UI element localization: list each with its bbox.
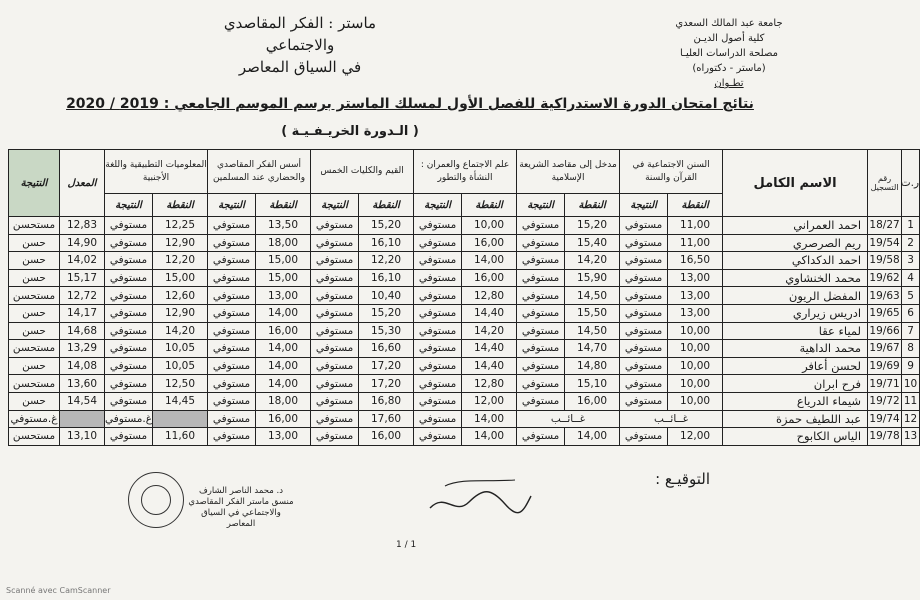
row-reg: 19/71 — [868, 375, 902, 393]
mark-cell: 15,40 — [565, 234, 620, 252]
master-program-line1: ماستر : الفكر المقاصدي والاجتماعي — [223, 14, 377, 54]
module-header-6: المعلوميات التطبيقية واللغة الأجنبية — [105, 150, 208, 194]
table-row — [9, 269, 920, 287]
result-cell: مستوفي — [517, 217, 565, 235]
mark-cell: 15,10 — [565, 375, 620, 393]
row-reg: 19/67 — [868, 340, 902, 358]
mark-cell: 14,50 — [565, 322, 620, 340]
mark-cell: 15,00 — [153, 269, 208, 287]
final-result-cell: مستحسن — [9, 287, 60, 305]
mark-cell: 16,60 — [359, 340, 414, 358]
result-cell: مستوفي — [414, 234, 462, 252]
page-number: 1 / 1 — [396, 540, 417, 550]
sub-header-mark: النقطة — [153, 194, 208, 217]
mark-cell: 17,20 — [359, 357, 414, 375]
row-name: ريم الصرصري — [723, 234, 868, 252]
mark-cell: 12,20 — [359, 252, 414, 270]
mark-cell: 10,05 — [153, 340, 208, 358]
row-name: احمد الدكداكي — [723, 252, 868, 270]
mark-cell: 17,60 — [359, 410, 414, 428]
mark-cell: 13,00 — [668, 304, 723, 322]
average-cell: 13,60 — [60, 375, 105, 393]
result-cell: مستوفي — [105, 252, 153, 270]
result-cell: مستوفي — [517, 269, 565, 287]
mark-cell: 15,90 — [565, 269, 620, 287]
row-reg: 19/72 — [868, 392, 902, 410]
mark-cell: 12,80 — [462, 375, 517, 393]
table-row — [9, 252, 920, 270]
table-row — [9, 357, 920, 375]
result-cell: مستوفي — [208, 375, 256, 393]
result-cell: مستوفي — [105, 234, 153, 252]
row-num: 5 — [902, 287, 920, 305]
mark-cell: 10,00 — [668, 392, 723, 410]
result-cell: مستوفي — [620, 217, 668, 235]
row-reg: 19/66 — [868, 322, 902, 340]
sub-header-result: النتيجة — [414, 194, 462, 217]
row-num: 3 — [902, 252, 920, 270]
mark-cell: 14,00 — [256, 357, 311, 375]
module-header-4: القيم والكليات الخمس — [311, 150, 414, 194]
result-cell: مستوفي — [517, 375, 565, 393]
average-cell: 14,90 — [60, 234, 105, 252]
sub-header-mark: النقطة — [668, 194, 723, 217]
results-body — [9, 217, 920, 411]
row-name: ادريس زيراري — [723, 304, 868, 322]
table-row — [9, 375, 920, 393]
mark-cell: 12,00 — [668, 428, 723, 446]
result-cell: مستوفي — [311, 392, 359, 410]
result-cell: مستوفي — [208, 217, 256, 235]
module-header-5: أسس الفكر المقاصدي والحضاري عند المسلمين — [208, 150, 311, 194]
result-cell: مستوفي — [105, 304, 153, 322]
average-cell: 12,72 — [60, 287, 105, 305]
row-name: لمياء عقا — [723, 322, 868, 340]
mark-cell: 12,60 — [153, 287, 208, 305]
result-cell: مستوفي — [620, 252, 668, 270]
result-cell: مستوفي — [208, 428, 256, 446]
header-row-modules — [9, 150, 920, 194]
result-cell: غ.مستوفي — [105, 410, 153, 428]
coordinator-line2: منسق ماستر الفكر المقاصدي — [188, 497, 294, 507]
result-cell: مستوفي — [414, 304, 462, 322]
col-header-num: ر.ت — [902, 150, 920, 217]
sub-header-mark: النقطة — [565, 194, 620, 217]
result-cell: مستوفي — [105, 428, 153, 446]
mark-cell: 15,00 — [256, 269, 311, 287]
result-cell: مستوفي — [620, 269, 668, 287]
mark-cell: 13,00 — [668, 287, 723, 305]
table-row — [9, 287, 920, 305]
program-levels: (ماستر - دكتوراه) — [692, 63, 766, 74]
average-cell — [60, 410, 105, 428]
mark-cell: 12,80 — [462, 287, 517, 305]
row-reg: 19/58 — [868, 252, 902, 270]
mark-cell: 14,00 — [256, 304, 311, 322]
result-cell: مستوفي — [311, 357, 359, 375]
coordinator-stamp-text — [186, 486, 296, 530]
table-row — [9, 304, 920, 322]
average-cell: 14,08 — [60, 357, 105, 375]
row-name: لحسن أعافر — [723, 357, 868, 375]
result-cell: مستوفي — [208, 340, 256, 358]
final-result-cell: حسن — [9, 392, 60, 410]
average-cell: 13,10 — [60, 428, 105, 446]
result-cell: مستوفي — [208, 392, 256, 410]
row-name: عبد اللطيف حمزة — [723, 410, 868, 428]
signature-label: التوقيـع : — [655, 470, 710, 488]
result-cell: مستوفي — [414, 287, 462, 305]
row-num: 2 — [902, 234, 920, 252]
final-result-cell: حسن — [9, 304, 60, 322]
table-row — [9, 428, 920, 446]
row-reg: 19/63 — [868, 287, 902, 305]
result-cell: مستوفي — [208, 357, 256, 375]
mark-cell: 11,00 — [668, 234, 723, 252]
average-cell: 13,29 — [60, 340, 105, 358]
row-num: 8 — [902, 340, 920, 358]
module-header-2: مدخل إلى مقاصد الشريعة الإسلامية — [517, 150, 620, 194]
result-cell: مستوفي — [311, 234, 359, 252]
result-cell: مستوفي — [414, 410, 462, 428]
mark-cell: 10,00 — [668, 375, 723, 393]
mark-cell: 14,00 — [256, 340, 311, 358]
result-cell: مستوفي — [105, 357, 153, 375]
result-cell: مستوفي — [105, 287, 153, 305]
result-cell: مستوفي — [414, 269, 462, 287]
result-cell: مستوفي — [105, 392, 153, 410]
row-num: 7 — [902, 322, 920, 340]
result-cell: مستوفي — [311, 287, 359, 305]
mark-cell: 15,50 — [565, 304, 620, 322]
row-name: فرح ابران — [723, 375, 868, 393]
mark-cell: 16,00 — [256, 322, 311, 340]
table-row — [9, 410, 920, 428]
result-cell: مستوفي — [620, 234, 668, 252]
coordinator-line3: والاجتماعي في السياق المعاصر — [201, 508, 281, 529]
result-cell: مستوفي — [517, 322, 565, 340]
mark-cell: 16,00 — [565, 392, 620, 410]
row-name: المفضل الريون — [723, 287, 868, 305]
table-row — [9, 234, 920, 252]
mark-cell: 16,00 — [359, 428, 414, 446]
result-cell: مستوفي — [620, 375, 668, 393]
result-cell: مستوفي — [517, 287, 565, 305]
result-cell: مستوفي — [620, 357, 668, 375]
result-cell: مستوفي — [208, 304, 256, 322]
average-cell: 14,54 — [60, 392, 105, 410]
coordinator-line1: د. محمد الناصر الشارف — [198, 486, 284, 496]
mark-cell: 16,50 — [668, 252, 723, 270]
mark-cell: 16,80 — [359, 392, 414, 410]
mark-cell: 10,00 — [668, 340, 723, 358]
result-cell: مستوفي — [517, 234, 565, 252]
result-cell: مستوفي — [208, 234, 256, 252]
result-cell: مستوفي — [414, 357, 462, 375]
row-name: محمد الخنشاوي — [723, 269, 868, 287]
handwritten-signature-icon — [425, 472, 535, 522]
result-cell: مستوفي — [414, 340, 462, 358]
average-cell: 12,83 — [60, 217, 105, 235]
mark-cell: 10,05 — [153, 357, 208, 375]
result-cell: مستوفي — [414, 392, 462, 410]
final-result-cell: حسن — [9, 357, 60, 375]
result-cell: مستوفي — [414, 375, 462, 393]
scanner-watermark: Scanné avec CamScanner — [6, 586, 111, 595]
row-reg: 19/62 — [868, 269, 902, 287]
result-cell: مستوفي — [517, 357, 565, 375]
mark-cell: 14,80 — [565, 357, 620, 375]
result-cell: مستوفي — [208, 410, 256, 428]
mark-cell: 12,20 — [153, 252, 208, 270]
row-num: 12 — [902, 410, 920, 428]
row-num: 13 — [902, 428, 920, 446]
mark-cell: 12,25 — [153, 217, 208, 235]
mark-cell: 10,40 — [359, 287, 414, 305]
row-num: 1 — [902, 217, 920, 235]
results-table — [8, 149, 920, 446]
final-result-cell: غ.مستوفي — [9, 410, 60, 428]
mark-cell: 15,20 — [565, 217, 620, 235]
result-cell: مستوفي — [311, 217, 359, 235]
result-cell: مستوفي — [311, 410, 359, 428]
result-cell: مستوفي — [311, 340, 359, 358]
mark-cell: 14,20 — [462, 322, 517, 340]
mark-cell: 18,00 — [256, 392, 311, 410]
department-name: مصلحة الدراسات العليـا — [680, 48, 778, 59]
city-name: تطـوان — [714, 78, 744, 89]
average-cell: 14,68 — [60, 322, 105, 340]
final-result-cell: مستحسن — [9, 217, 60, 235]
mark-cell: 10,00 — [668, 322, 723, 340]
row-name: محمد الداهية — [723, 340, 868, 358]
row-num: 11 — [902, 392, 920, 410]
mark-cell: 15,00 — [256, 252, 311, 270]
mark-cell: 15,20 — [359, 304, 414, 322]
col-header-final: النتيجة — [9, 150, 60, 217]
sub-header-mark: النقطة — [462, 194, 517, 217]
result-cell: مستوفي — [414, 428, 462, 446]
row-reg: 19/78 — [868, 428, 902, 446]
mark-cell: 11,60 — [153, 428, 208, 446]
mark-cell: 14,00 — [256, 375, 311, 393]
sub-header-result: النتيجة — [517, 194, 565, 217]
row-num: 10 — [902, 375, 920, 393]
average-cell: 14,02 — [60, 252, 105, 270]
result-cell: مستوفي — [517, 304, 565, 322]
mark-cell: 14,00 — [462, 252, 517, 270]
row-reg: 18/27 — [868, 217, 902, 235]
result-cell: مستوفي — [208, 269, 256, 287]
mark-cell: 16,10 — [359, 234, 414, 252]
table-row — [9, 340, 920, 358]
result-cell: مستوفي — [208, 252, 256, 270]
official-stamp-icon — [128, 472, 184, 528]
result-cell: مستوفي — [620, 322, 668, 340]
row-name: احمد العمراني — [723, 217, 868, 235]
mark-cell: 14,00 — [565, 428, 620, 446]
mark-cell: 16,00 — [462, 234, 517, 252]
sub-header-result: النتيجة — [311, 194, 359, 217]
final-result-cell: حسن — [9, 322, 60, 340]
row-reg: 19/69 — [868, 357, 902, 375]
mark-cell: 14,70 — [565, 340, 620, 358]
row-reg: 19/65 — [868, 304, 902, 322]
final-result-cell: حسن — [9, 252, 60, 270]
mark-cell: 14,40 — [462, 304, 517, 322]
result-cell: مستوفي — [208, 287, 256, 305]
mark-cell: 14,40 — [462, 357, 517, 375]
mark-cell: 16,00 — [462, 269, 517, 287]
mark-cell: 15,20 — [359, 217, 414, 235]
sub-header-result: النتيجة — [208, 194, 256, 217]
final-result-cell: مستحسن — [9, 428, 60, 446]
result-cell: مستوفي — [620, 340, 668, 358]
module-header-3: علم الاجتماع والعمران : النشأة والتطور — [414, 150, 517, 194]
result-cell: مستوفي — [105, 340, 153, 358]
mark-cell: 14,50 — [565, 287, 620, 305]
module-header-1: السنن الاجتماعية في القرآن والسنة — [620, 150, 723, 194]
master-program-line2: في السياق المعاصر — [238, 58, 362, 76]
mark-cell: 16,00 — [256, 410, 311, 428]
row-reg: 19/74 — [868, 410, 902, 428]
row-num: 9 — [902, 357, 920, 375]
mark-cell: 18,00 — [256, 234, 311, 252]
sub-header-result: النتيجة — [620, 194, 668, 217]
final-result-cell: مستحسن — [9, 340, 60, 358]
result-cell: مستوفي — [311, 304, 359, 322]
result-cell: مستوفي — [620, 392, 668, 410]
result-cell: مستوفي — [105, 322, 153, 340]
average-cell: 15,17 — [60, 269, 105, 287]
mark-cell: 15,30 — [359, 322, 414, 340]
result-cell: مستوفي — [517, 428, 565, 446]
result-cell: مستوفي — [414, 322, 462, 340]
absent-cell: غــائــب — [517, 410, 620, 428]
master-program-header — [195, 12, 405, 78]
result-cell: مستوفي — [311, 428, 359, 446]
result-cell: مستوفي — [208, 322, 256, 340]
result-cell: مستوفي — [414, 252, 462, 270]
result-cell: مستوفي — [311, 269, 359, 287]
result-cell: مستوفي — [311, 375, 359, 393]
row-reg: 19/54 — [868, 234, 902, 252]
document-title: نتائج امتحان الدورة الاستدراكية للفصل الأول لمسلك الماستر برسم الموسم الجامعي : 2019 / 2020 — [66, 96, 754, 112]
row-num: 6 — [902, 304, 920, 322]
table-row — [9, 217, 920, 235]
university-header — [649, 16, 809, 91]
final-result-cell: حسن — [9, 234, 60, 252]
result-cell: مستوفي — [517, 392, 565, 410]
mark-cell: 12,90 — [153, 304, 208, 322]
result-cell: مستوفي — [620, 304, 668, 322]
university-name: جامعة عبد المالك السعدي — [675, 18, 783, 29]
mark-cell: 16,10 — [359, 269, 414, 287]
mark-cell: 10,00 — [462, 217, 517, 235]
mark-cell: 14,45 — [153, 392, 208, 410]
mark-cell: 17,20 — [359, 375, 414, 393]
mark-cell: 12,90 — [153, 234, 208, 252]
mark-cell: 13,00 — [256, 428, 311, 446]
mark-cell: 14,00 — [462, 410, 517, 428]
faculty-name: كلية أصول الديـن — [693, 33, 765, 44]
mark-cell: 14,00 — [462, 428, 517, 446]
row-num: 4 — [902, 269, 920, 287]
result-cell: مستوفي — [105, 375, 153, 393]
mark-cell: 10,00 — [668, 357, 723, 375]
result-cell: مستوفي — [517, 340, 565, 358]
result-cell: مستوفي — [414, 217, 462, 235]
mark-cell: 14,20 — [153, 322, 208, 340]
sub-header-mark: النقطة — [359, 194, 414, 217]
mark-cell: 13,00 — [256, 287, 311, 305]
mark-cell: 11,00 — [668, 217, 723, 235]
col-header-average: المعدل — [60, 150, 105, 217]
row-name: الياس الكابوح — [723, 428, 868, 446]
col-header-reg: رقم التسجيل — [868, 150, 902, 217]
mark-cell: 13,00 — [668, 269, 723, 287]
absent-cell: غــائــب — [620, 410, 723, 428]
table-row — [9, 322, 920, 340]
sub-header-result: النتيجة — [105, 194, 153, 217]
average-cell: 14,17 — [60, 304, 105, 322]
final-result-cell: مستحسن — [9, 375, 60, 393]
session-subtitle: ( الـدورة الخريـفـيـة ) — [281, 124, 419, 139]
mark-cell: 14,20 — [565, 252, 620, 270]
result-cell: مستوفي — [105, 269, 153, 287]
mark-cell: 12,00 — [462, 392, 517, 410]
mark-cell: 12,50 — [153, 375, 208, 393]
result-cell: مستوفي — [311, 252, 359, 270]
result-cell: مستوفي — [620, 287, 668, 305]
mark-cell: 13,50 — [256, 217, 311, 235]
table-row — [9, 392, 920, 410]
sub-header-mark: النقطة — [256, 194, 311, 217]
mark-cell — [153, 410, 208, 428]
mark-cell: 14,40 — [462, 340, 517, 358]
result-cell: مستوفي — [620, 428, 668, 446]
col-header-name: الاسم الكامل — [723, 150, 868, 217]
result-cell: مستوفي — [311, 322, 359, 340]
result-cell: مستوفي — [105, 217, 153, 235]
final-result-cell: حسن — [9, 269, 60, 287]
result-cell: مستوفي — [517, 252, 565, 270]
row-name: شيماء الدرياع — [723, 392, 868, 410]
